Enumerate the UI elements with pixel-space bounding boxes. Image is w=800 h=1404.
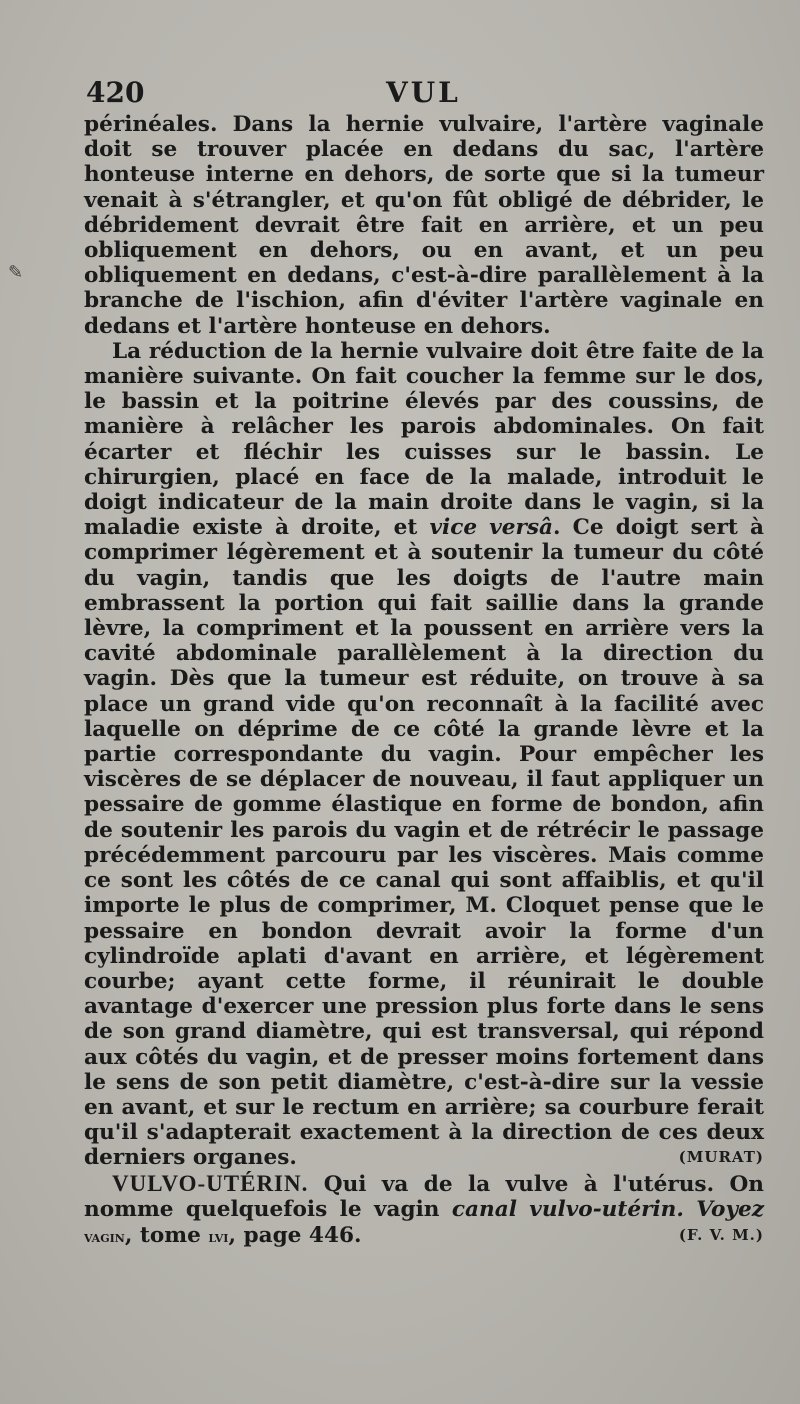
paragraph-3-text-c: , page 446. bbox=[228, 1222, 362, 1248]
paragraph-2 bbox=[84, 339, 764, 1171]
cross-ref-vagin: vagin bbox=[84, 1226, 125, 1246]
body-text bbox=[84, 112, 764, 1249]
page-header bbox=[86, 76, 758, 112]
paragraph-2-text-a: La réduction de la hernie vulvaire doit être faite de la manière suivante. On fait coucher la femme sur le dos, le bassin et la poitrine élevés par des coussins, de manière à relâcher les parois abdominales. On fait écarter et fléchir les cuisses sur le bassin. Le chirurgien, placé en face de la malade, introduit le doigt indicateur de la main droite dans le vagin, si la maladie existe à droite, et bbox=[84, 338, 764, 541]
paragraph-3 bbox=[84, 1171, 764, 1250]
author-signature-fvm: (F. V. M.) bbox=[678, 1225, 764, 1244]
page-number: 420 bbox=[86, 76, 145, 109]
paragraph-3-italic: canal vulvo-utérin. Voyez bbox=[451, 1196, 764, 1222]
volume-number: lvi bbox=[208, 1226, 229, 1246]
entry-headword: VULVO-UTÉRIN. bbox=[112, 1170, 309, 1196]
paragraph-1: périnéales. Dans la hernie vulvaire, l'artère vaginale doit se trouver placée en dedans du sac, l'artère honteuse interne en dehors, de sorte que si la tumeur venait à s'étrangler, et qu'on fût obligé de débrider, le débridement devrait être fait en arrière, et un peu obliquement en dehors, ou en avant, et un peu obliquement en dedans, c'est-à-dire parallèlement à la branche de l'ischion, afin d'éviter l'artère vaginale en dedans et l'artère honteuse en dehors. bbox=[84, 112, 764, 339]
author-signature-murat: (MURAT) bbox=[678, 1148, 764, 1167]
paragraph-3-text-b: , tome bbox=[124, 1222, 209, 1248]
paragraph-2-italic: vice versâ bbox=[429, 515, 554, 541]
paragraph-2-text-b: . Ce doigt sert à comprimer légèrement et à soutenir la tumeur du côté du vagin, tandis que les doigts de l'autre main embrassent la portion qui fait saillie dans la grande lèvre, la compriment et la poussent en arrière vers la cavité abdominale parallèlement à la direction du vagin. Dès que la tumeur est réduite, on trouve à sa place un grand vide qu'on reconnaît à la facilité avec laquelle on déprime de ce côté la grande lèvre et la partie correspondante du vagin. Pour empêcher les viscères de se déplacer de nouveau, il faut appliquer un pessaire de gomme élastique en forme de bondon, afin de soutenir les parois du vagin et de rétrécir le passage précédemment parcouru par les viscères. Mais comme ce sont les côtés de ce canal qui sont affaiblis, et qu'il importe le plus de comprimer, M. Cloquet pense que le pessaire en bondon devrait avoir la forme d'un cylindroïde aplati d'avant en arrière, et légèrement courbe; ayant cette forme, il réunirait le double avantage d'exercer une pression plus forte dans le sens de son grand diamètre, qui est transversal, qui répond aux côtés du vagin, et de presser moins fortement dans le sens de son petit diamètre, c'est-à-dire sur la vessie en avant, et sur le rectum en arrière; sa courbure ferait qu'il s'adapterait exactement à la direction de ces deux derniers organes. bbox=[84, 515, 765, 1171]
margin-annotation: ✎ bbox=[8, 262, 24, 283]
running-head: VUL bbox=[386, 76, 461, 109]
paragraph-3-text-a: Qui va de la vulve à l'utérus. On nomme quelquefois le vagin bbox=[84, 1171, 764, 1222]
